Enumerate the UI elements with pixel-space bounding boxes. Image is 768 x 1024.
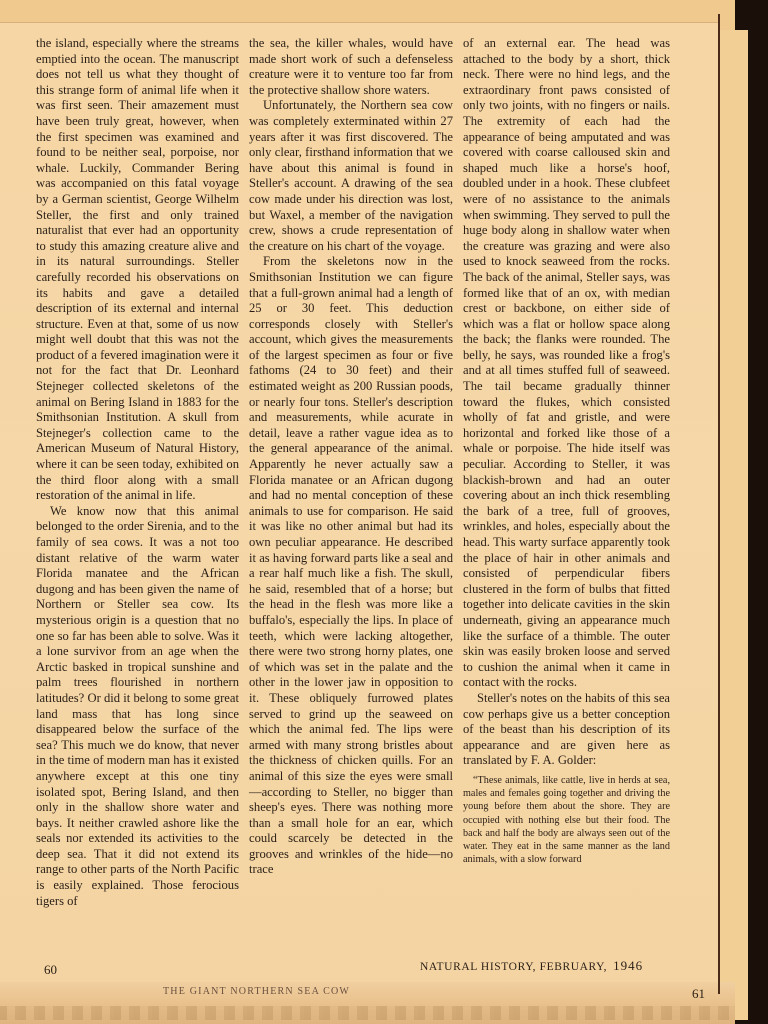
underlying-page-strip: [0, 982, 735, 1024]
text-column-1: [36, 36, 239, 909]
paragraph: the island, especially where the streams emptied into the ocean. The manuscript does not tell us what they thought of this strange form of animal life when it was first seen. Their amazement must have been truly great, however, when the first specimen was examined and found to be neither seal, porpoise, nor whale. Luckily, Commander Bering was accompanied on this fatal voyage by a German scientist, George Wilhelm Steller, the first and only trained naturalist that ever had an opportunity to study this amazing creature alive and in its natural surroundings. Steller carefully recorded his observations on its habits and gave a detailed description of its external and internal structure. Even at that, some of us now might well doubt that this was not the product of a fevered imagination were it not for the fact that Dr. Leonhard Stejneger collected skeletons of the animal on Bering Island in 1883 for the Smithsonian Institution. A skull from Stejneger's collection came to the American Museum of Natural History, where it can be seen today, exhibited on the third floor along with a small restoration of the animal in life.: [36, 36, 239, 503]
quote-text: “These animals, like cattle, live in herds at sea, males and females going together and driving the young before them about the shore. They are occupied with nothing else but their food. The back and half the body are always seen out of the water. They eat in the same manner as the land animals, with a slow forward: [463, 774, 670, 866]
text-column-3: [463, 36, 670, 866]
paragraph: Unfortunately, the Northern sea cow was completely exterminated within 27 years after it was first discovered. The only clear, firsthand information that we have about this animal is found in Steller's account. A drawing of the sea cow made under his direction was lost, but Waxel, a member of the navigation crew, shows a crude representation of the creature on his chart of the voyage.: [249, 98, 453, 253]
publication-name: NATURAL HISTORY, FEBRUARY,: [420, 961, 608, 973]
paragraph: Steller's notes on the habits of this sea cow perhaps give us a better conception of the beast than his description of its appearance and are given here as translated by F. A. Golder:: [463, 690, 670, 768]
publication-year: 1946: [613, 958, 644, 973]
paragraph: of an external ear. The head was attached to the body by a short, thick neck. There were no hind legs, and the extraordinary front paws consisted of only two joints, with no fingers or nails. The extremity of each had the appearance of being amputated and was covered with coarse calloused skin and shaped much like a horse's hoof, doubled under in a hook. These clubfeet were of no assistance to the animals when swimming. They served to pull the huge body along in shallow water when the creature was grazing and were also used to knock seaweed from the rocks. The back of the animal, Steller says, was formed like that of an ox, with median crest or backbone, on either side of which was a flat or hollow space along the back; the flanks were rounded. The belly, he says, was rounded like a frog's and at all times stuffed full of seaweed. The tail became gradually thinner toward the flukes, which consisted wholly of fat and gristle, and were horizontal and forked like those of a whale or porpoise. The hide itself was peculiar. According to Steller, it was blackish-brown and had an outer covering about an inch thick resembling the bark of a tree, full of grooves, wrinkles, and holes, especially about the head. This warty surface apparently took the place of hair in other animals and consisted of perpendicular fibers clustered in the form of bulbs that fitted together into delicate cavities in the skin underneath, giving an appearance much like the surface of a thimble. The outer skin was easily broken loose and served to cushion the animal when it came in contact with the rocks.: [463, 36, 670, 690]
block-quote: [463, 774, 670, 866]
page-edge-line: [718, 14, 720, 994]
text-column-2: [249, 36, 453, 878]
underlying-page-edge: [718, 30, 748, 1020]
paragraph: We know now that this animal belonged to the order Sirenia, and to the family of sea cows. It was a not too distant relative of the warm water Florida manatee and the African dugong and has been given the name of Northern or Steller sea cow. Its mysterious origin is a question that no one so far has been able to solve. Was it a lone survivor from an age when the Arctic basked in tropical sunshine and palm trees flourished in northern latitudes? Or did it belong to some great land mass that has long since disappeared below the surface of the sea? This much we do know, that never in the time of modern man has it existed anywhere except at this one tiny isolated spot, Bering Island, and then only in the shallow shore water and bays. It neither crawled ashore like the seals nor extended its activities to the deep sea. That it did not extend its range to other parts of the North Pacific is easily explained. Those ferocious tigers of: [36, 503, 239, 908]
page-number-right: 61: [692, 986, 705, 1001]
paragraph: the sea, the killer whales, would have made short work of such a defenseless creature were it to venture too far from the protective shallow shore waters.: [249, 36, 453, 97]
truncated-running-title: THE GIANT NORTHERN SEA COW: [163, 986, 351, 997]
page-number-left: 60: [44, 962, 57, 977]
running-footer: [420, 958, 643, 975]
paragraph: From the skeletons now in the Smithsonian Institution we can figure that a full-grown animal had a length of 25 or 30 feet. This deduction corresponds closely with Steller's account, which gives the measurements of the largest specimen as four or five fathoms (24 to 30 feet) and their estimated weight as 200 Russian poods, or nearly four tons. Steller's description and measurements, while acurate in detail, leave a rather vague idea as to the general appearance of the animal. Apparently he never actually saw a Florida manatee or an African dugong and had no mental conception of these animals to use for comparison. He said it was like no other animal but had its own peculiar appearance. He described it as having forward parts like a seal and a rear half much like a fish. The skull, he said, resembled that of a horse; but the head in the flesh was more like a buffalo's, especially the lips. In place of teeth, which were lacking altogether, there were two strong horny plates, one of which was set in the palate and the other in the lower jaw in opposition to it. These obliquely furrowed plates served to grind up the seaweed on which the animal fed. The lips were armed with many strong bristles about the thickness of chicken quills. For an animal of this size the eyes were small—according to Steller, no bigger than sheep's eyes. There was nothing more than a small hole for an ear, which could scarcely be detected in the grooves and wrinkles of the hide—no trace: [249, 254, 453, 877]
paper-stain: [0, 1006, 735, 1020]
